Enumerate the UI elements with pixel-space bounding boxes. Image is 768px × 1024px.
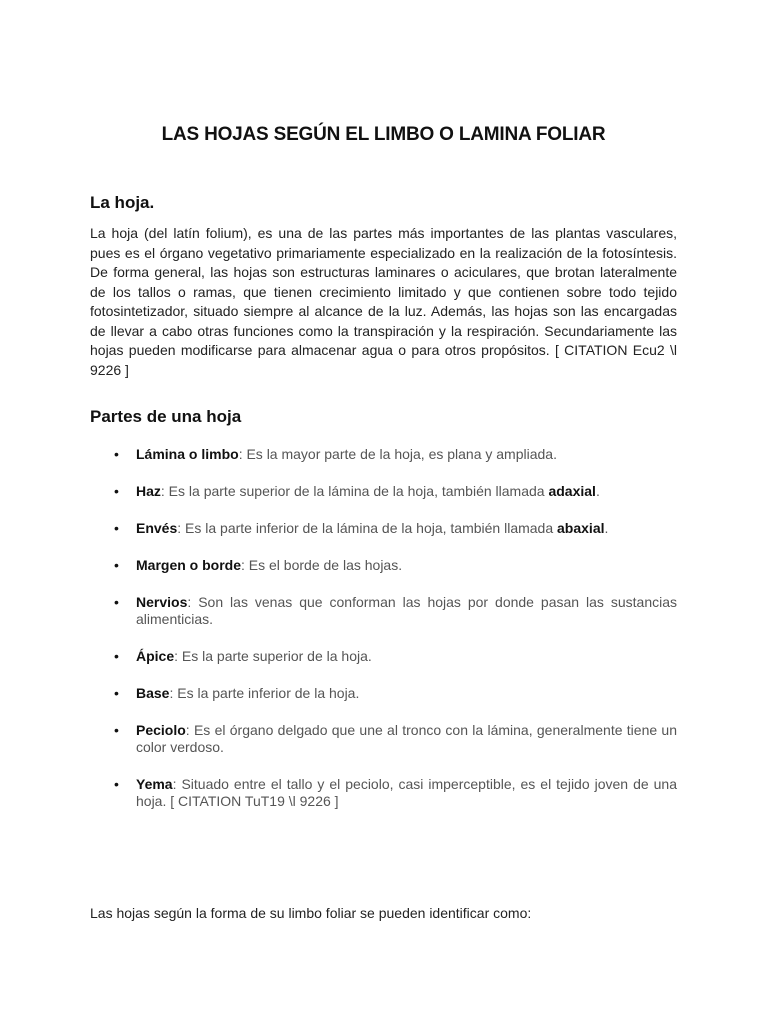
list-item-term: Margen o borde: [136, 557, 242, 573]
list-item: [90, 722, 677, 756]
list-item-text: : Es el borde de las hojas.: [241, 557, 403, 573]
list-item-text: : Es la parte inferior de la hoja.: [169, 685, 360, 701]
list-item-end: .: [595, 483, 600, 499]
list-item-term: Peciolo: [136, 722, 186, 738]
bullet-icon: •: [114, 557, 119, 573]
bullet-icon: •: [114, 520, 119, 536]
section-paragraph-la-hoja: La hoja (del latín folium), es una de las partes más importantes de las plantas vasculares, pues es el órgano vegetativo primariamente especializado en la realización de la fotosíntesis. De forma general, las hojas son estructuras laminares o aciculares, que brotan lateralmente de los tallos o ramas, que tienen crecimiento limitado y que contienen sobre todo tejido fotosintetizador, situado siempre al alcance de la luz. Además, las hojas son las encargadas de llevar a cabo otras funciones como la transpiración y la respiración. Secundariamente las hojas pueden modificarse para almacenar agua o para otros propósitos. [ CITATION Ecu2 \l 9226 ]: [90, 225, 677, 378]
list-item-text: : Situado entre el tallo y el peciolo, casi imperceptible, es el tejido joven de una hoja. [ CITATION TuT19 \l 9226 ]: [136, 776, 677, 809]
list-item: [90, 483, 677, 500]
bullet-icon: •: [114, 483, 119, 499]
list-item-text: : Es la parte superior de la lámina de la hoja, también llamada: [160, 483, 549, 499]
list-item-term: Yema: [136, 776, 173, 792]
bullet-icon: •: [114, 446, 119, 462]
list-item: [90, 520, 677, 537]
bullet-icon: •: [114, 648, 119, 664]
closing-sentence: Las hojas según la forma de su limbo foliar se pueden identificar como:: [90, 905, 532, 921]
parts-list: [90, 446, 677, 830]
list-item-keyword: adaxial: [548, 483, 596, 499]
section-heading-partes: Partes de una hoja: [90, 407, 242, 426]
bullet-icon: •: [114, 685, 119, 701]
list-item: [90, 648, 677, 665]
list-item-term: Envés: [136, 520, 178, 536]
list-item-term: Ápice: [136, 648, 175, 664]
list-item: [90, 557, 677, 574]
list-item-keyword: abaxial: [557, 520, 605, 536]
list-item: [90, 685, 677, 702]
list-item: [90, 446, 677, 463]
document-title: LAS HOJAS SEGÚN EL LIMBO O LAMINA FOLIAR: [161, 124, 606, 145]
list-item-text: : Es la parte superior de la hoja.: [174, 648, 372, 664]
list-item-text: : Es la parte inferior de la lámina de la hoja, también llamada: [177, 520, 558, 536]
list-item-end: .: [604, 520, 609, 536]
bullet-icon: •: [114, 594, 119, 610]
list-item-text: : Es la mayor parte de la hoja, es plana y ampliada.: [238, 446, 557, 462]
list-item-text: : Es el órgano delgado que une al tronco con la lámina, generalmente tiene un color verdoso.: [136, 722, 677, 755]
bullet-icon: •: [114, 722, 119, 738]
list-item: [90, 594, 677, 628]
list-item-term: Haz: [136, 483, 161, 499]
list-item-text: : Son las venas que conforman las hojas por donde pasan las sustancias alimenticias.: [136, 594, 677, 627]
bullet-icon: •: [114, 776, 119, 792]
list-item-term: Nervios: [136, 594, 188, 610]
list-item-term: Base: [136, 685, 170, 701]
list-item: [90, 776, 677, 810]
list-item-term: Lámina o limbo: [136, 446, 239, 462]
section-heading-la-hoja: La hoja.: [90, 193, 155, 212]
